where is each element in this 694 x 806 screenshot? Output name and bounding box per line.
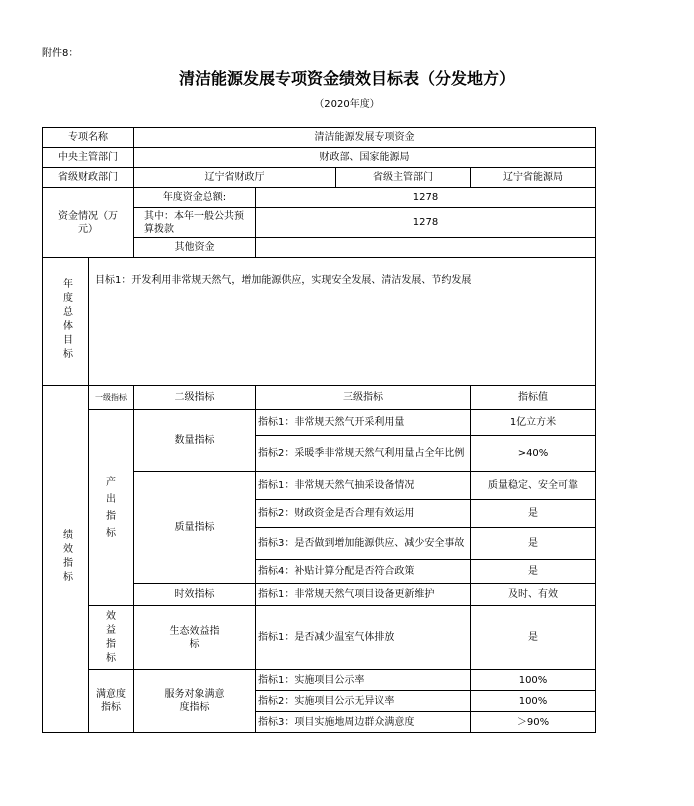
eco-label-text: 生态效益指标 — [169, 625, 220, 650]
year-label: （2020年度） — [314, 99, 380, 110]
annual-goal-label-text: 年度总体目标 — [60, 277, 72, 362]
indicator-name: 指标1：是否减少温室气体排放 — [256, 606, 471, 670]
satisfaction-label — [89, 670, 134, 733]
funds-other-value — [256, 238, 596, 258]
service-label — [134, 670, 256, 733]
indicator-name: 指标2：实施项目公示无异议率 — [256, 691, 471, 712]
indicator-value: 及时、有效 — [471, 584, 596, 606]
indicator-value: 是 — [471, 528, 596, 560]
indicator-value: 是 — [471, 500, 596, 528]
performance-goal-table — [42, 127, 596, 733]
indicator-value: 质量稳定、安全可靠 — [471, 472, 596, 500]
header-level1: 一级指标 — [89, 386, 134, 410]
table-row — [43, 128, 596, 148]
funds-label — [43, 188, 134, 258]
satisfaction-label-text: 满意度指标 — [96, 689, 126, 713]
table-row — [43, 188, 596, 208]
timeliness-label: 时效指标 — [134, 584, 256, 606]
annual-goal-label — [43, 258, 89, 386]
funds-budget-label — [134, 208, 256, 238]
table-row — [43, 386, 596, 410]
header-value: 指标值 — [471, 386, 596, 410]
benefit-label-text: 效益指标 — [106, 610, 116, 664]
indicator-value: ＞90% — [471, 712, 596, 733]
indicator-name: 指标1：非常规天然气项目设备更新维护 — [256, 584, 471, 606]
funds-budget-label-text: 其中：本年一般公共预算拨款 — [144, 210, 244, 235]
indicator-value: >40% — [471, 436, 596, 472]
table-row — [43, 148, 596, 168]
funds-budget-value: 1278 — [256, 208, 596, 238]
indicator-name: 指标4：补贴计算分配是否符合政策 — [256, 560, 471, 584]
project-name-label: 专项名称 — [43, 128, 134, 148]
page-title: 清洁能源发展专项资金绩效目标表（分发地方） — [178, 69, 515, 88]
indicators-label-text: 绩效指标 — [60, 529, 72, 585]
header-level3: 三级指标 — [256, 386, 471, 410]
funds-other-label: 其他资金 — [134, 238, 256, 258]
indicator-value: 是 — [471, 606, 596, 670]
table-row — [43, 410, 596, 436]
table-row — [43, 606, 596, 670]
indicator-value: 100% — [471, 670, 596, 691]
indicator-name: 指标3：是否做到增加能源供应、减少安全事故 — [256, 528, 471, 560]
benefit-label — [89, 606, 134, 670]
prov-finance-value: 辽宁省财政厅 — [134, 168, 336, 188]
header-level2: 二级指标 — [134, 386, 256, 410]
prov-dept-value: 辽宁省能源局 — [471, 168, 596, 188]
indicator-name: 指标3：项目实施地周边群众满意度 — [256, 712, 471, 733]
indicator-name: 指标2：采暖季非常规天然气利用量占全年比例 — [256, 436, 471, 472]
eco-label — [134, 606, 256, 670]
attachment-label: 附件8： — [42, 48, 79, 59]
indicator-name: 指标1：实施项目公示率 — [256, 670, 471, 691]
funds-label-text: 资金情况（万元） — [58, 210, 118, 235]
quantity-label: 数量指标 — [134, 410, 256, 472]
funds-total-label: 年度资金总额: — [134, 188, 256, 208]
table-row — [43, 670, 596, 691]
indicator-name: 指标1：非常规天然气抽采设备情况 — [256, 472, 471, 500]
prov-finance-label: 省级财政部门 — [43, 168, 134, 188]
quality-label: 质量指标 — [134, 472, 256, 584]
indicator-name: 指标2：财政资金是否合理有效运用 — [256, 500, 471, 528]
indicator-value: 100% — [471, 691, 596, 712]
indicators-label — [43, 386, 89, 733]
central-dept-value: 财政部、国家能源局 — [134, 148, 596, 168]
service-label-text: 服务对象满意度指标 — [164, 689, 225, 713]
table-row — [43, 258, 596, 386]
output-label — [89, 410, 134, 606]
funds-total-value: 1278 — [256, 188, 596, 208]
indicator-value: 1亿立方米 — [471, 410, 596, 436]
central-dept-label: 中央主管部门 — [43, 148, 134, 168]
indicator-name: 指标1：非常规天然气开采利用量 — [256, 410, 471, 436]
output-label-text: 产出指标 — [106, 476, 116, 539]
table-row — [43, 168, 596, 188]
annual-goal-text: 目标1：开发利用非常规天然气，增加能源供应，实现安全发展、清洁发展、节约发展 — [89, 258, 596, 386]
indicator-value: 是 — [471, 560, 596, 584]
prov-dept-label: 省级主管部门 — [336, 168, 471, 188]
project-name-value: 清洁能源发展专项资金 — [134, 128, 596, 148]
